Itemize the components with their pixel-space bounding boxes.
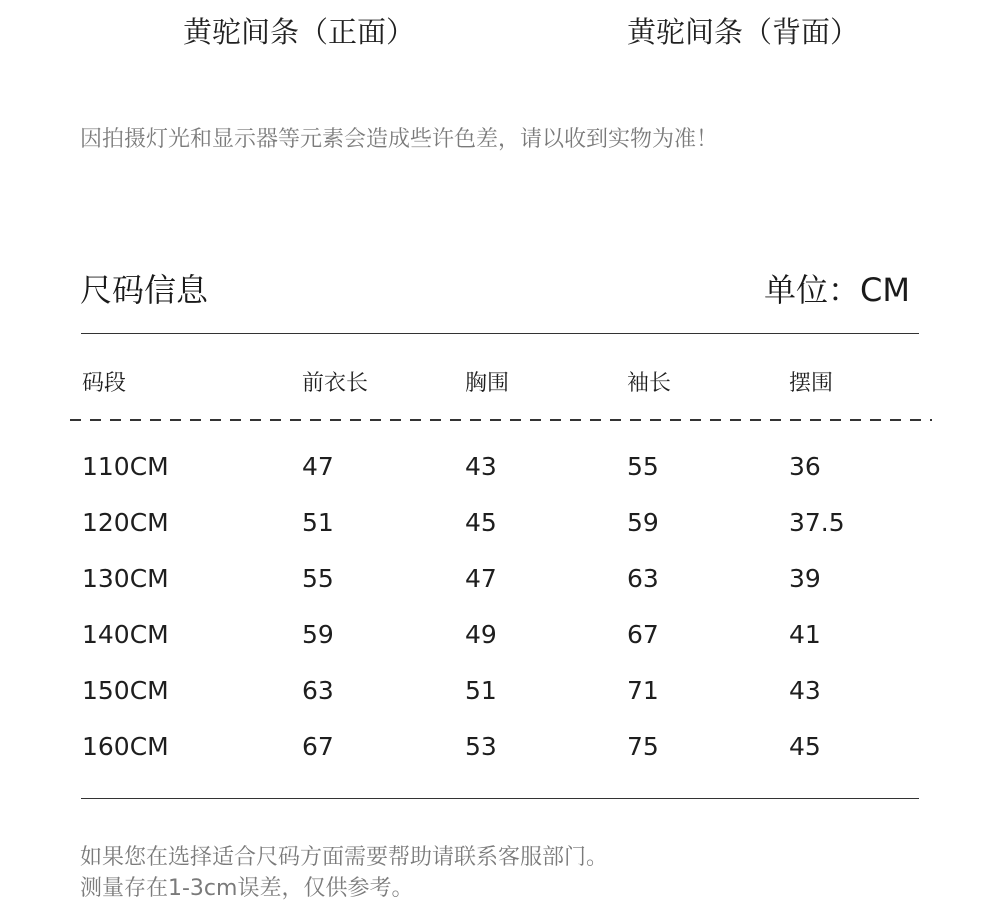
cell-front-length: 55 [302,564,334,593]
cell-chest: 45 [465,508,497,537]
table-bottom-rule [81,798,919,799]
cell-chest: 51 [465,676,497,705]
cell-front-length: 63 [302,676,334,705]
column-header-sleeve: 袖长 [627,371,672,396]
cell-hem: 36 [789,452,821,481]
cell-chest: 49 [465,620,497,649]
cell-front-length: 67 [302,732,334,761]
cell-size: 120CM [82,508,169,537]
tolerance-note: 测量存在1-3cm误差，仅供参考。 [80,876,414,901]
cell-chest: 47 [465,564,497,593]
cell-hem: 45 [789,732,821,761]
size-table-unit: 单位：CM [764,271,910,309]
cell-chest: 43 [465,452,497,481]
table-top-rule [81,333,919,334]
caption-back: 黄驼间条（背面） [627,15,860,49]
cell-sleeve: 55 [627,452,659,481]
cell-sleeve: 71 [627,676,659,705]
cell-size: 160CM [82,732,169,761]
cell-hem: 39 [789,564,821,593]
cell-chest: 53 [465,732,497,761]
cell-hem: 41 [789,620,821,649]
column-header-front-length: 前衣长 [302,371,369,396]
size-table-title: 尺码信息 [80,271,209,309]
cell-sleeve: 67 [627,620,659,649]
column-header-size: 码段 [82,371,127,396]
cell-front-length: 47 [302,452,334,481]
color-disclaimer: 因拍摄灯光和显示器等元素会造成些许色差，请以收到实物为准！ [80,127,719,152]
column-header-hem: 摆围 [789,371,834,396]
cell-size: 130CM [82,564,169,593]
table-header-divider [70,419,932,421]
cell-sleeve: 75 [627,732,659,761]
column-header-chest: 胸围 [465,371,510,396]
cell-hem: 43 [789,676,821,705]
help-note: 如果您在选择适合尺码方面需要帮助请联系客服部门。 [80,845,609,870]
cell-sleeve: 59 [627,508,659,537]
cell-hem: 37.5 [789,508,845,537]
cell-size: 110CM [82,452,169,481]
cell-size: 150CM [82,676,169,705]
cell-sleeve: 63 [627,564,659,593]
caption-front: 黄驼间条（正面） [183,15,416,49]
cell-front-length: 59 [302,620,334,649]
cell-front-length: 51 [302,508,334,537]
cell-size: 140CM [82,620,169,649]
